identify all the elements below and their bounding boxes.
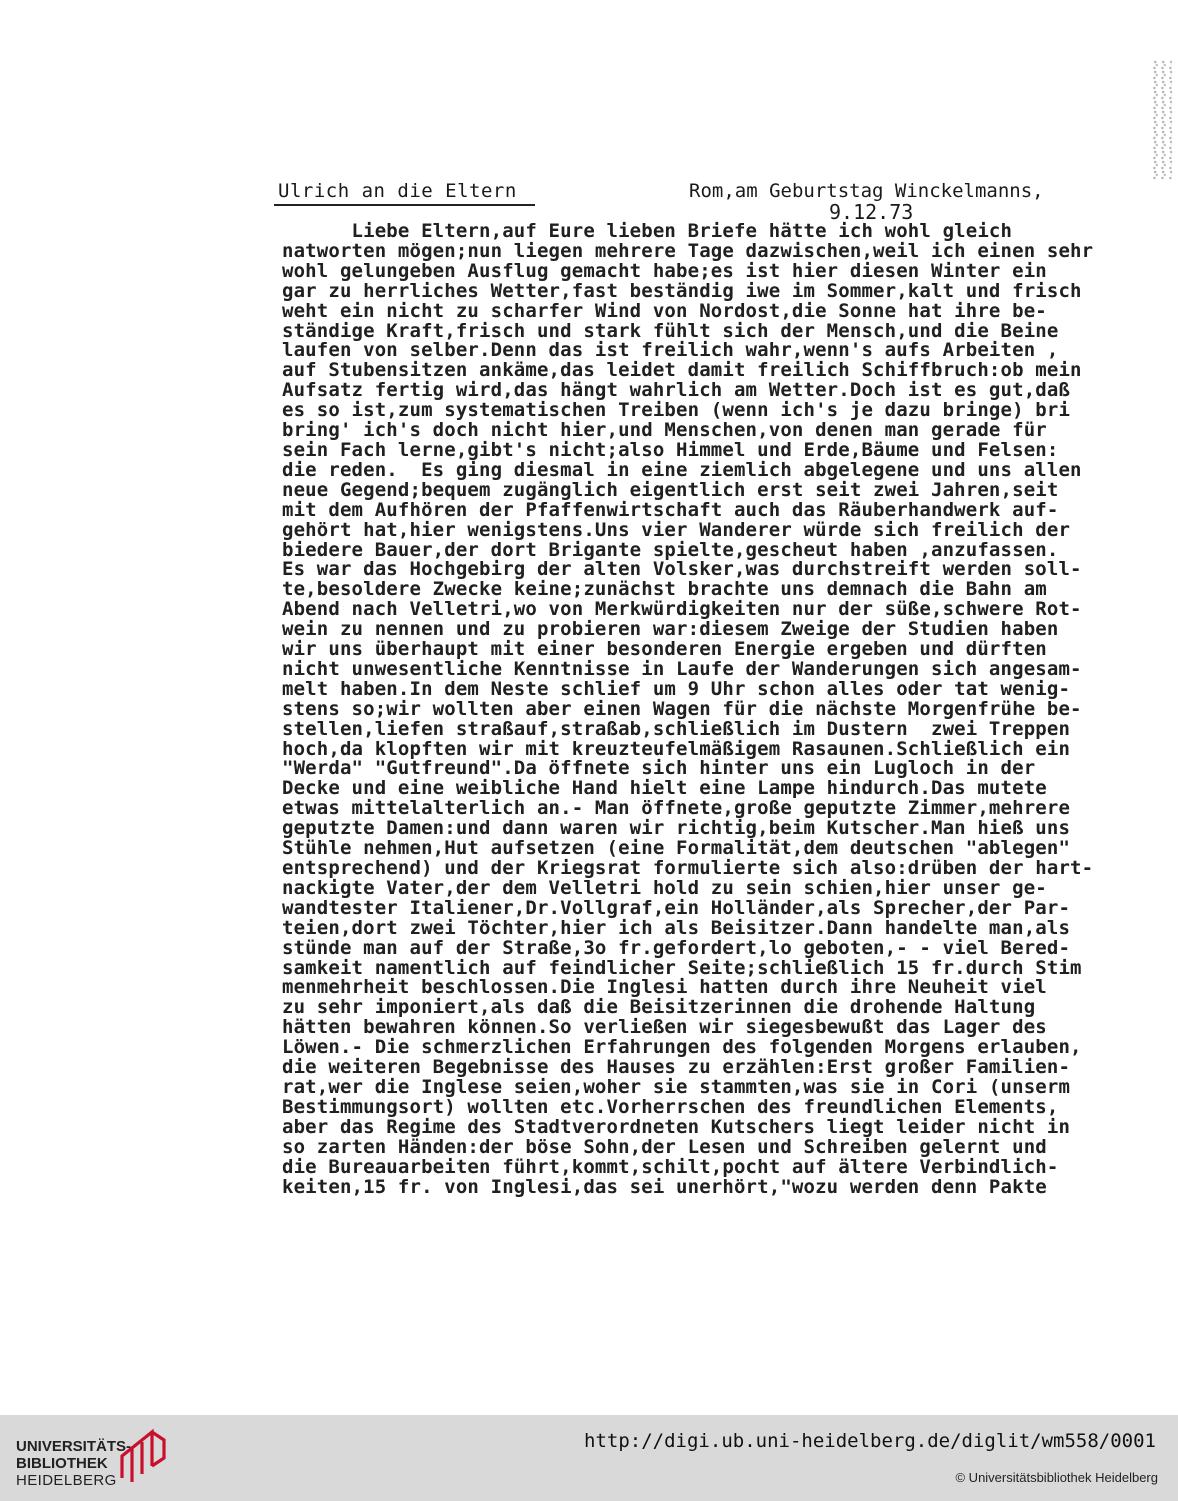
letter-line: weht ein nicht zu scharfer Wind von Nordost,die Sonne hat ihre be- bbox=[282, 299, 1047, 322]
letter-line: samkeit namentlich auf feindlicher Seite;schließlich 15 fr.durch Stim bbox=[282, 956, 1082, 979]
letter-line: Liebe Eltern,auf Eure lieben Briefe hätte ich wohl gleich bbox=[282, 220, 1013, 242]
letter-line: Löwen.- Die schmerzlichen Erfahrungen des folgenden Morgens erlauben, bbox=[282, 1036, 1082, 1059]
letter-line: gehört hat,hier wenigstens.Uns vier Wanderer würde sich freilich der bbox=[282, 518, 1071, 541]
copyright-notice: © Universitätsbibliothek Heidelberg bbox=[955, 1470, 1158, 1485]
letter-line: neue Gegend;bequem zugänglich eigentlich erst seit zwei Jahren,seit bbox=[282, 478, 1059, 501]
letter-line: die reden. Es ging diesmal in eine ziemlich abgelegene und uns allen bbox=[282, 458, 1082, 481]
letter-line: ständige Kraft,frisch und stark fühlt sich der Mensch,und die Beine bbox=[282, 319, 1059, 342]
letter-line: die weiteren Begebnisse des Hauses zu erzählen:Erst großer Familien- bbox=[282, 1056, 1071, 1079]
letter-line: stens so;wir wollten aber einen Wagen für die nächste Morgenfrühe be- bbox=[282, 697, 1082, 720]
letter-line: die Bureauarbeiten führt,kommt,schilt,pocht auf ältere Verbindlich- bbox=[282, 1155, 1059, 1178]
source-url-link[interactable]: http://digi.ub.uni-heidelberg.de/diglit/wm558/0001 bbox=[584, 1430, 1156, 1452]
footer-bar bbox=[0, 1415, 1178, 1501]
letter-line: rat,wer die Inglese seien,woher sie stammten,was sie in Cori (unserm bbox=[282, 1075, 1071, 1098]
letter-line: Stühle nehmen,Hut aufsetzen (eine Formalität,dem deutschen "ablegen" bbox=[282, 837, 1071, 860]
letter-line: Aufsatz fertig wird,das hängt wahrlich am Wetter.Doch ist es gut,daß bbox=[282, 379, 1071, 402]
letter-line: sein Fach lerne,gibt's nicht;also Himmel und Erde,Bäume und Felsen: bbox=[282, 438, 1059, 461]
letter-line: natworten mögen;nun liegen mehrere Tage dazwischen,weil ich einen sehr bbox=[282, 239, 1094, 262]
library-logo-text[interactable] bbox=[16, 1438, 131, 1489]
letter-line: Abend nach Velletri,wo von Merkwürdigkeiten nur der süße,schwere Rot- bbox=[282, 598, 1082, 621]
letter-line: nicht unwesentliche Kenntnisse in Laufe der Wanderungen sich angesam- bbox=[282, 657, 1082, 680]
letter-line: wandtester Italiener,Dr.Vollgraf,ein Holländer,als Sprecher,der Par- bbox=[282, 896, 1071, 919]
letter-line: aber das Regime des Stadtverordneten Kutschers liegt leider nicht in bbox=[282, 1115, 1071, 1138]
letter-line: wir uns überhaupt mit einer besonderen Energie ergeben und dürften bbox=[282, 638, 1047, 661]
letter-line: melt haben.In dem Neste schlief um 9 Uhr schon alles oder tat wenig- bbox=[282, 677, 1071, 700]
letter-line: mit dem Aufhören der Pfaffenwirtschaft auch das Räuberhandwerk auf- bbox=[282, 498, 1059, 521]
letter-line: nackigte Vater,der dem Velletri hold zu sein schien,hier unser ge- bbox=[282, 876, 1047, 899]
letter-line: gar zu herrliches Wetter,fast beständig iwe im Sommer,kalt und frisch bbox=[282, 279, 1082, 302]
place-line: Rom,am Geburtstag Winckelmanns, bbox=[689, 180, 1044, 202]
letter-line: "Werda" "Gutfreund".Da öffnete sich hinter uns ein Lugloch in der bbox=[282, 757, 1036, 780]
letter-line: te,besoldere Zwecke keine;zunächst brachte uns demnach die Bahn am bbox=[282, 578, 1047, 601]
letter-line: keiten,15 fr. von Inglesi,das sei unerhört,"wozu werden denn Pakte bbox=[282, 1175, 1047, 1198]
letter-line: teien,dort zwei Töchter,hier ich als Beisitzer.Dann handelte man,als bbox=[282, 916, 1071, 939]
letter-line: etwas mittelalterlich an.- Man öffnete,große geputzte Zimmer,mehrere bbox=[282, 797, 1071, 820]
letter-date: 9.12.73 bbox=[829, 200, 914, 224]
letter-line: bring' ich's doch nicht hier,und Menschen,von denen man gerade für bbox=[282, 419, 1047, 442]
logo-line-1: UNIVERSITÄTS- bbox=[16, 1438, 132, 1455]
letter-heading-text: Ulrich an die Eltern bbox=[278, 180, 517, 202]
letter-line: so zarten Händen:der böse Sohn,der Lesen und Schreiben gelernt und bbox=[282, 1135, 1047, 1158]
letter-line: Es war das Hochgebirg der alten Volsker,was durchstreift werden soll- bbox=[282, 558, 1082, 581]
letter-body bbox=[282, 222, 1142, 1197]
heading-underline bbox=[274, 204, 535, 206]
letter-line: stünde man auf der Straße,3o fr.gefordert,lo geboten,- - viel Bered- bbox=[282, 936, 1071, 959]
scan-edge-marks bbox=[1152, 60, 1172, 180]
library-logo-icon[interactable] bbox=[118, 1428, 168, 1484]
letter-line: wein zu nennen und zu probieren war:diesem Zweige der Studien haben bbox=[282, 618, 1059, 641]
letter-line: es so ist,zum systematischen Treiben (wenn ich's je dazu bringe) bri bbox=[282, 399, 1071, 422]
letter-line: hätten bewahren können.So verließen wir siegesbewußt das Lager des bbox=[282, 1016, 1047, 1039]
logo-line-2: BIBLIOTHEK bbox=[16, 1455, 108, 1472]
letter-line: biedere Bauer,der dort Brigante spielte,gescheut haben ,anzufassen. bbox=[282, 538, 1059, 561]
letter-line: Bestimmungsort) wollten etc.Vorherrschen des freundlichen Elements, bbox=[282, 1095, 1059, 1118]
letter-line: geputzte Damen:und dann waren wir richtig,beim Kutscher.Man hieß uns bbox=[282, 817, 1071, 840]
letter-line: zu sehr imponiert,als daß die Beisitzerinnen die drohende Haltung bbox=[282, 996, 1036, 1019]
letter-line: stellen,liefen straßauf,straßab,schließlich im Dustern zwei Treppen bbox=[282, 717, 1071, 740]
letter-line: laufen von selber.Denn das ist freilich wahr,wenn's aufs Arbeiten , bbox=[282, 339, 1059, 362]
letter-line: auf Stubensitzen ankäme,das leidet damit freilich Schiffbruch:ob mein bbox=[282, 359, 1082, 382]
logo-line-3: HEIDELBERG bbox=[16, 1472, 117, 1489]
letter-line: menmehrheit beschlossen.Die Inglesi hatten durch ihre Neuheit viel bbox=[282, 976, 1047, 999]
letter-line: wohl gelungeben Ausflug gemacht habe;es ist hier diesen Winter ein bbox=[282, 259, 1047, 282]
letter-line: hoch,da klopften wir mit kreuzteufelmäßigem Rasaunen.Schließlich ein bbox=[282, 737, 1071, 760]
letter-heading bbox=[278, 180, 517, 202]
letter-line: entsprechend) und der Kriegsrat formulierte sich also:drüben der hart- bbox=[282, 857, 1094, 879]
letter-line: Decke und eine weibliche Hand hielt eine Lampe hindurch.Das mutete bbox=[282, 777, 1047, 800]
